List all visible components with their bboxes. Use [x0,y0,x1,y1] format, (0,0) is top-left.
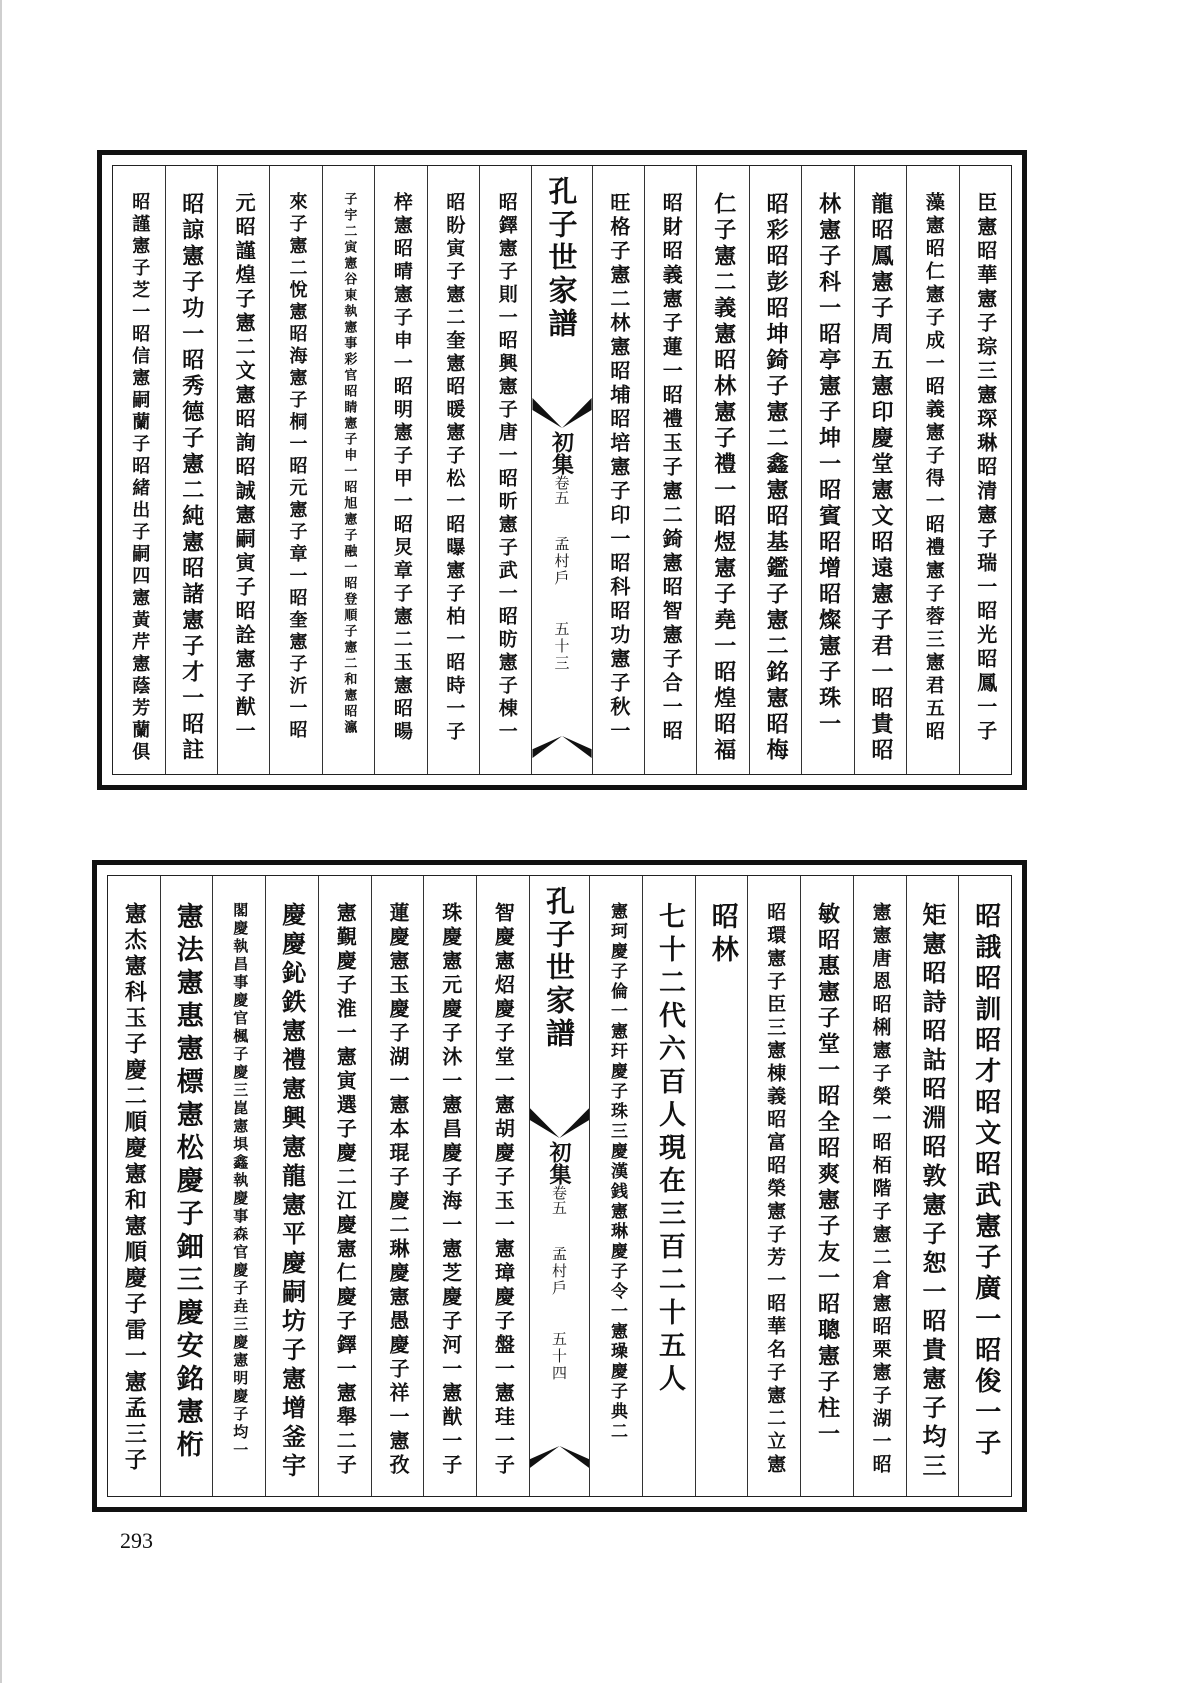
volume-label: 卷五 [550,1185,568,1215]
fishtail-mark-bottom-icon [530,1446,589,1468]
collection-volume [547,431,578,505]
entry-text: 仁子憲二義憲昭林憲子禮一昭煜憲子堯一昭煌昭福 [710,192,737,764]
entry-column [217,166,269,774]
collection-label: 初集 [546,1141,572,1185]
entry-text: 子宇二寅憲谷東執憲事彩官昭睛憲子申一昭旭憲子融一昭登順子憲二和憲昭瀛 [341,192,357,736]
entry-column [801,166,853,774]
entry-column [906,166,958,774]
entry-text: 臣憲昭華憲子琮三憲琛琳昭清憲子瑞一昭光昭鳳一子 [973,192,998,744]
panel-frame [112,165,1012,775]
entry-text: 智慶憲炤慶子堂一憲胡慶子玉一憲璋慶子盤一憲珪一子 [491,902,516,1478]
entry-column [160,876,213,1496]
entry-text: 昭環憲子臣三憲棟義昭富昭榮憲子芳一昭華名子憲二立憲 [764,902,787,1477]
entry-text: 敏昭惠憲子堂一昭全昭爽憲子友一昭聰憲子柱一 [814,902,841,1448]
household-label: 孟村戶 [550,1246,568,1297]
entry-text: 昭盼寅子憲二奎憲昭暖憲子松一昭曝憲子柏一昭時一子 [443,192,466,744]
folio-number: 五十三 [552,621,571,672]
collection-volume [544,1141,575,1215]
entry-column [749,166,801,774]
entry-text: 昭諒憲子功一昭秀德子憲二純憲昭諸憲子才一昭註 [178,192,205,764]
entry-column [371,876,424,1496]
panel-frame [107,875,1012,1497]
entry-column [476,876,529,1496]
entry-column [959,166,1011,774]
entry-column [269,166,321,774]
entry-column [906,876,959,1496]
volume-label: 卷五 [552,475,571,505]
entry-column [427,166,479,774]
folio-number: 五十四 [550,1331,568,1382]
page-number: 293 [120,1528,153,1553]
book-title: 孔子世家譜 [542,886,576,1051]
entry-text: 慶慶鈊鉄憲禮憲興憲龍憲平慶嗣坊子憲增釜宇 [277,902,307,1482]
genealogy-panel-bottom [92,860,1027,1512]
entry-text: 林憲子科一昭亭憲子坤一昭賓昭增昭燦憲子珠一 [815,192,842,738]
entry-text: 憲杰憲科玉子慶二順慶憲和憲順慶子雷一憲孟三子 [121,902,148,1474]
entry-column [212,876,265,1496]
fishtail-mark-bottom-icon [532,736,591,758]
book-title-column [531,166,591,774]
entry-column [374,166,426,774]
book-title-column [529,876,589,1496]
entry-column [265,876,318,1496]
entry-column [800,876,853,1496]
entry-text: 珠慶憲元慶子沐一憲昌慶子海一憲芝慶子河一憲猷一子 [438,902,463,1478]
entry-column [853,876,906,1496]
entry-text: 昭林 [706,902,738,968]
entry-column [958,876,1011,1496]
entry-text: 昭誐昭訓昭才昭文昭武憲子廣一昭俊一子 [970,902,1001,1460]
entry-column [322,166,374,774]
entry-text: 藻憲昭仁憲子成一昭義憲子得一昭禮憲子蓉三憲君五昭 [922,192,945,744]
entry-text: 昭鐸憲子則一昭興憲子唐一昭昕憲子武一昭昉憲子棟一 [495,192,518,744]
entry-text: 憲珂慶子倫一憲玕慶子珠三慶漢銭憲琳慶子令一憲璪慶子典二 [607,902,628,1442]
entry-text: 梓憲昭晴憲子申一昭明憲子甲一昭炅章子憲二玉憲昭暘 [390,192,413,744]
genealogy-panel-top [97,150,1027,790]
fishtail-mark-icon [532,398,591,428]
entry-column [644,166,696,774]
entry-column [479,166,531,774]
entry-column [696,166,748,774]
entry-column [423,876,476,1496]
entry-column [589,876,642,1496]
entry-column [592,166,644,774]
entry-column [642,876,695,1496]
entry-column [854,166,906,774]
entry-text: 憲覲慶子淮一憲寅選子慶二江慶憲仁慶子鐸一憲舉二子 [333,902,358,1478]
entry-column [747,876,800,1496]
entry-column [318,876,371,1496]
entry-column [113,166,164,774]
entry-text: 來子憲二悅憲昭海憲子桐一昭元憲子章一昭奎憲子沂一昭 [286,192,308,742]
fishtail-mark-icon [530,1108,589,1138]
entry-text: 龍昭鳳憲子周五憲印慶堂憲文昭遠憲子君一昭貴昭 [867,192,894,764]
page-edge-line [0,0,2,1683]
book-title: 孔子世家譜 [544,176,579,341]
entry-text: 旺格子憲二林憲昭埔昭培憲子印一昭科昭功憲子秋一 [606,192,631,744]
generation-count-text: 七十二代六百人現在三百二十五人 [654,902,685,1397]
collection-label: 初集 [548,431,575,475]
entry-column [695,876,748,1496]
entry-column [108,876,160,1496]
entry-text: 憲法憲惠憲標憲松慶子鈿三慶安銘憲桁 [171,902,203,1463]
entry-text: 昭財昭義憲子蓮一昭禮玉子憲二錡憲昭智憲子合一昭 [659,192,684,744]
entry-text: 蓮慶憲玉慶子湖一憲本琨子慶二琳慶憲愚慶子祥一憲孜 [385,902,410,1478]
entry-text: 昭謹憲子芝一昭信憲嗣蘭子昭緒出子嗣四憲黃芹憲蔭芳蘭俱 [129,192,151,764]
entry-text: 閣慶執昌事慶官楓子慶三崑憲埧鑫執慶事森官慶子垚三慶憲明慶子均一 [231,902,250,1460]
entry-text: 元昭謹煌子憲二文憲昭詢昭誠憲嗣寅子昭詮憲子猷一 [232,192,257,744]
household-label: 孟村戶 [552,536,571,587]
entry-column [165,166,217,774]
entry-text: 矩憲昭詩昭詁昭淵昭敦憲子恕一昭貴憲子均三 [918,902,948,1482]
entry-text: 憲憲唐恩昭梸憲子榮一昭栢階子憲二倉憲昭栗憲子湖一昭 [869,902,892,1477]
entry-text: 昭彩昭彭昭坤錡子憲二鑫憲昭基鑑子憲二銘憲昭梅 [763,192,790,764]
